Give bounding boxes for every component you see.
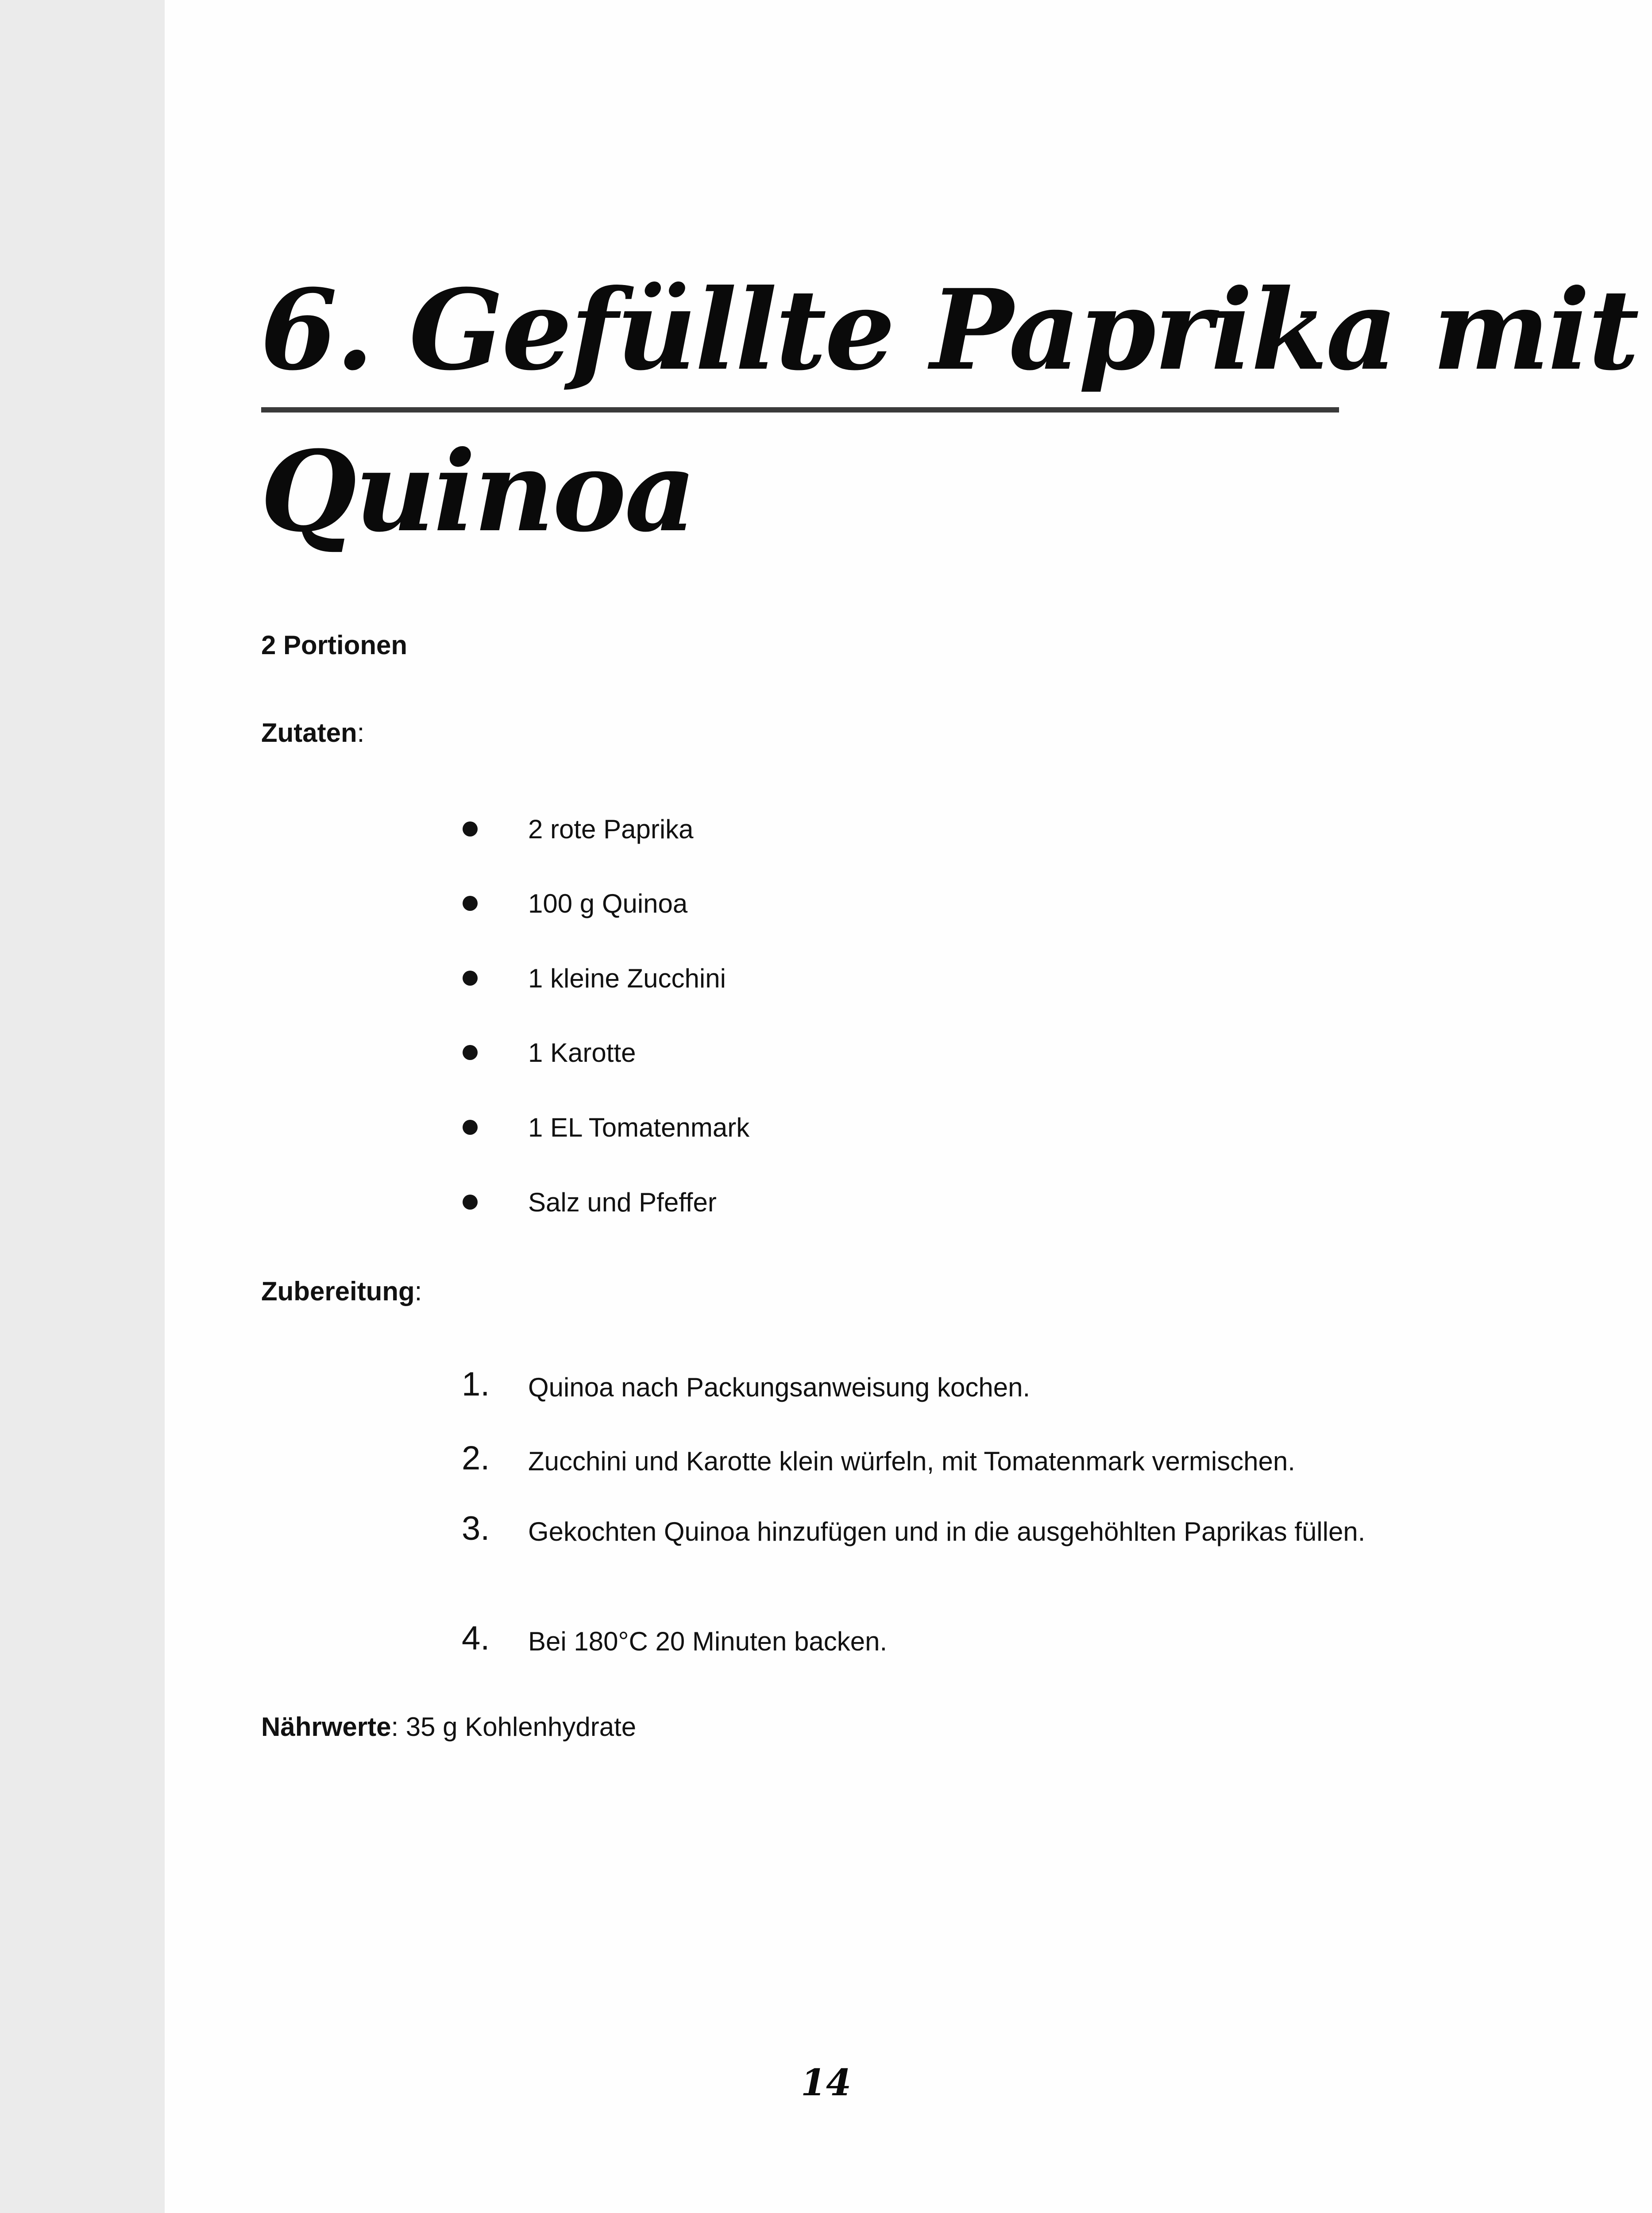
bullet-icon — [463, 896, 478, 911]
servings-text: 2 Portionen — [261, 630, 408, 660]
ingredient-text: 2 rote Paprika — [528, 814, 694, 844]
recipe-title-line-1: 6. Gefüllte Paprika mit — [260, 265, 1638, 395]
ingredient-text: 100 g Quinoa — [528, 889, 688, 918]
step-number: 1. — [462, 1365, 490, 1403]
step-number: 3. — [462, 1510, 490, 1547]
bullet-icon — [463, 1195, 478, 1210]
preparation-label: Zubereitung — [261, 1276, 415, 1306]
nutrition-value: : 35 g Kohlenhydrate — [391, 1712, 637, 1742]
nutrition-label: Nährwerte — [261, 1712, 391, 1742]
recipe-title-line-2: Quinoa — [260, 426, 695, 556]
step-text: Quinoa nach Packungsanweisung kochen. — [528, 1373, 1031, 1402]
nutrition-info — [261, 1711, 636, 1743]
list-item — [0, 886, 1505, 921]
list-item — [0, 1110, 1505, 1145]
page-number: 14 — [800, 2062, 852, 2104]
step-text: Gekochten Quinoa hinzufügen und in die ausgehöhlten Paprikas füllen. — [528, 1517, 1366, 1546]
step-number: 4. — [462, 1619, 490, 1657]
bullet-icon — [463, 1120, 478, 1135]
preparation-colon: : — [414, 1276, 422, 1306]
list-item — [0, 812, 1505, 847]
ingredient-text: Salz und Pfeffer — [528, 1187, 717, 1217]
ingredient-text: 1 kleine Zucchini — [528, 964, 726, 993]
ingredients-heading — [261, 717, 364, 749]
list-item — [0, 1035, 1505, 1071]
bullet-icon — [463, 1045, 478, 1060]
page-margin-strip — [0, 0, 165, 2213]
preparation-heading — [261, 1276, 422, 1307]
ingredients-colon: : — [357, 718, 365, 748]
bullet-icon — [463, 821, 478, 837]
ingredients-label: Zutaten — [261, 718, 357, 748]
ingredient-text: 1 EL Tomatenmark — [528, 1113, 750, 1142]
title-underline — [261, 407, 1339, 413]
list-item — [0, 961, 1505, 996]
step-text: Zucchini und Karotte klein würfeln, mit Tomatenmark vermischen. — [528, 1446, 1295, 1476]
bullet-icon — [463, 971, 478, 986]
step-number: 2. — [462, 1439, 490, 1477]
step-text: Bei 180°C 20 Minuten backen. — [528, 1627, 888, 1656]
ingredient-text: 1 Karotte — [528, 1038, 636, 1068]
list-item — [0, 1185, 1505, 1220]
